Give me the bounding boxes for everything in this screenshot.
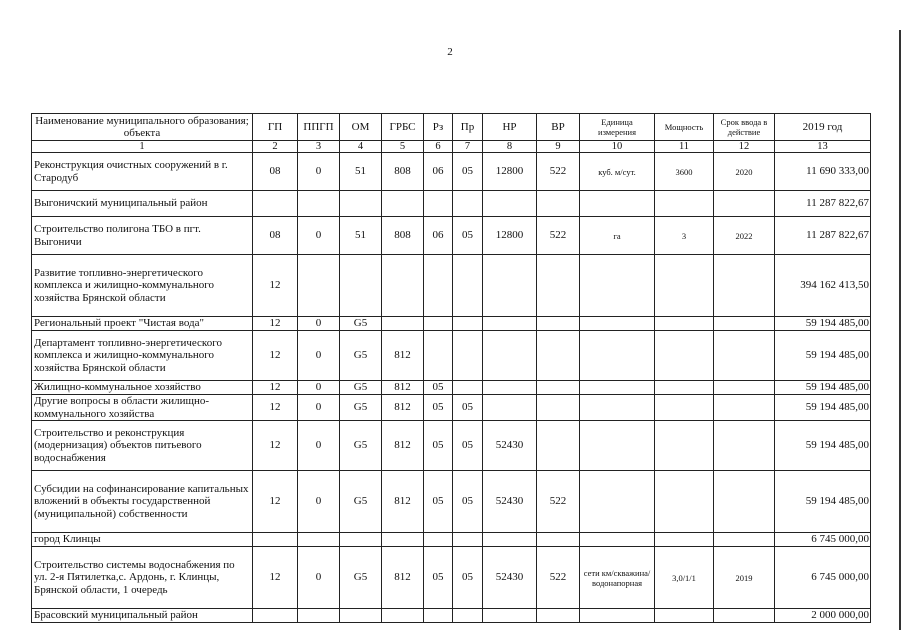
ppgp-cell: 0 bbox=[298, 153, 340, 191]
nr-cell bbox=[483, 317, 537, 331]
vr-cell bbox=[537, 533, 580, 547]
ppgp-cell: 0 bbox=[298, 547, 340, 609]
pr-cell bbox=[453, 381, 483, 395]
unit-cell bbox=[580, 533, 655, 547]
term-cell bbox=[714, 533, 775, 547]
gp-cell: 12 bbox=[253, 395, 298, 421]
pr-cell: 05 bbox=[453, 153, 483, 191]
table-row bbox=[32, 533, 871, 547]
table-row bbox=[32, 381, 871, 395]
rz-cell bbox=[424, 255, 453, 317]
amount-cell: 59 194 485,00 bbox=[775, 381, 871, 395]
pr-cell bbox=[453, 609, 483, 623]
nr-cell bbox=[483, 255, 537, 317]
grbs-cell: 812 bbox=[382, 395, 424, 421]
grbs-cell bbox=[382, 317, 424, 331]
vr-cell bbox=[537, 395, 580, 421]
unit-cell bbox=[580, 381, 655, 395]
grbs-cell: 812 bbox=[382, 547, 424, 609]
amount-cell: 394 162 413,50 bbox=[775, 255, 871, 317]
nr-cell: 12800 bbox=[483, 217, 537, 255]
pr-cell: 05 bbox=[453, 547, 483, 609]
gp-cell bbox=[253, 191, 298, 217]
amount-cell: 59 194 485,00 bbox=[775, 471, 871, 533]
ppgp-cell: 0 bbox=[298, 471, 340, 533]
header-row bbox=[32, 114, 871, 141]
column-number: 8 bbox=[483, 141, 537, 153]
object-name-cell: город Клинцы bbox=[32, 533, 253, 547]
grbs-cell: 812 bbox=[382, 381, 424, 395]
power-cell bbox=[655, 331, 714, 381]
gp-cell: 12 bbox=[253, 331, 298, 381]
nr-cell: 52430 bbox=[483, 421, 537, 471]
object-name-cell: Реконструкция очистных сооружений в г. Стародуб bbox=[32, 153, 253, 191]
vr-cell bbox=[537, 331, 580, 381]
grbs-cell bbox=[382, 255, 424, 317]
page-edge-line bbox=[899, 30, 901, 630]
grbs-cell bbox=[382, 609, 424, 623]
rz-cell bbox=[424, 609, 453, 623]
rz-cell bbox=[424, 331, 453, 381]
vr-cell bbox=[537, 609, 580, 623]
object-name-cell: Брасовский муниципальный район bbox=[32, 609, 253, 623]
pr-cell: 05 bbox=[453, 217, 483, 255]
term-cell bbox=[714, 395, 775, 421]
rz-cell: 05 bbox=[424, 381, 453, 395]
nr-cell: 52430 bbox=[483, 471, 537, 533]
object-name-cell: Субсидии на софинансирование капитальных вложений в объекты государственной (муниципальной) собственности bbox=[32, 471, 253, 533]
amount-cell: 2 000 000,00 bbox=[775, 609, 871, 623]
rz-cell: 06 bbox=[424, 217, 453, 255]
column-header: Пр bbox=[453, 114, 483, 141]
nr-cell: 12800 bbox=[483, 153, 537, 191]
ppgp-cell bbox=[298, 255, 340, 317]
term-cell bbox=[714, 255, 775, 317]
nr-cell bbox=[483, 381, 537, 395]
column-number: 1 bbox=[32, 141, 253, 153]
unit-cell bbox=[580, 317, 655, 331]
om-cell: G5 bbox=[340, 547, 382, 609]
vr-cell bbox=[537, 191, 580, 217]
power-cell: 3600 bbox=[655, 153, 714, 191]
power-cell bbox=[655, 421, 714, 471]
unit-cell bbox=[580, 331, 655, 381]
ppgp-cell: 0 bbox=[298, 331, 340, 381]
ppgp-cell bbox=[298, 609, 340, 623]
object-name-cell: Строительство системы водоснабжения по ул. 2-я Пятилетка,с. Ардонь, г. Клинцы, Брянской области, 1 очередь bbox=[32, 547, 253, 609]
column-number: 2 bbox=[253, 141, 298, 153]
power-cell bbox=[655, 255, 714, 317]
unit-cell: сети км/скважина/ водонапорная bbox=[580, 547, 655, 609]
power-cell bbox=[655, 395, 714, 421]
gp-cell: 12 bbox=[253, 471, 298, 533]
ppgp-cell: 0 bbox=[298, 317, 340, 331]
table-row bbox=[32, 191, 871, 217]
pr-cell: 05 bbox=[453, 395, 483, 421]
column-number: 13 bbox=[775, 141, 871, 153]
grbs-cell bbox=[382, 191, 424, 217]
amount-cell: 59 194 485,00 bbox=[775, 317, 871, 331]
term-cell bbox=[714, 317, 775, 331]
table-row bbox=[32, 609, 871, 623]
table-row bbox=[32, 317, 871, 331]
column-number: 12 bbox=[714, 141, 775, 153]
object-name-cell: Жилищно-коммунальное хозяйство bbox=[32, 381, 253, 395]
grbs-cell: 808 bbox=[382, 217, 424, 255]
om-cell: G5 bbox=[340, 381, 382, 395]
object-name-cell: Региональный проект "Чистая вода" bbox=[32, 317, 253, 331]
amount-cell: 6 745 000,00 bbox=[775, 533, 871, 547]
table-row bbox=[32, 255, 871, 317]
gp-cell: 12 bbox=[253, 381, 298, 395]
table-row bbox=[32, 395, 871, 421]
unit-cell bbox=[580, 255, 655, 317]
gp-cell bbox=[253, 533, 298, 547]
om-cell bbox=[340, 533, 382, 547]
table-row bbox=[32, 217, 871, 255]
vr-cell: 522 bbox=[537, 153, 580, 191]
budget-table bbox=[31, 113, 871, 623]
term-cell: 2022 bbox=[714, 217, 775, 255]
vr-cell bbox=[537, 317, 580, 331]
power-cell bbox=[655, 533, 714, 547]
om-cell: 51 bbox=[340, 217, 382, 255]
om-cell: G5 bbox=[340, 395, 382, 421]
term-cell: 2019 bbox=[714, 547, 775, 609]
gp-cell: 12 bbox=[253, 547, 298, 609]
grbs-cell: 812 bbox=[382, 331, 424, 381]
power-cell bbox=[655, 191, 714, 217]
column-number: 10 bbox=[580, 141, 655, 153]
term-cell bbox=[714, 421, 775, 471]
om-cell bbox=[340, 191, 382, 217]
pr-cell: 05 bbox=[453, 471, 483, 533]
column-header: ОМ bbox=[340, 114, 382, 141]
unit-cell: га bbox=[580, 217, 655, 255]
ppgp-cell bbox=[298, 191, 340, 217]
om-cell: G5 bbox=[340, 471, 382, 533]
table-row bbox=[32, 471, 871, 533]
unit-cell bbox=[580, 191, 655, 217]
column-header: ГРБС bbox=[382, 114, 424, 141]
column-number: 3 bbox=[298, 141, 340, 153]
rz-cell: 05 bbox=[424, 421, 453, 471]
nr-cell bbox=[483, 609, 537, 623]
amount-cell: 59 194 485,00 bbox=[775, 395, 871, 421]
gp-cell: 08 bbox=[253, 217, 298, 255]
column-number: 6 bbox=[424, 141, 453, 153]
power-cell bbox=[655, 317, 714, 331]
table-row bbox=[32, 331, 871, 381]
unit-cell bbox=[580, 421, 655, 471]
power-cell: 3,0/1/1 bbox=[655, 547, 714, 609]
object-name-cell: Другие вопросы в области жилищно-коммунального хозяйства bbox=[32, 395, 253, 421]
nr-cell bbox=[483, 395, 537, 421]
nr-cell bbox=[483, 331, 537, 381]
om-cell bbox=[340, 609, 382, 623]
om-cell: G5 bbox=[340, 317, 382, 331]
vr-cell bbox=[537, 381, 580, 395]
ppgp-cell: 0 bbox=[298, 421, 340, 471]
om-cell bbox=[340, 255, 382, 317]
column-header: Срок ввода в действие bbox=[714, 114, 775, 141]
column-header: Наименование муниципального образования; объекта bbox=[32, 114, 253, 141]
om-cell: G5 bbox=[340, 421, 382, 471]
power-cell bbox=[655, 609, 714, 623]
term-cell bbox=[714, 381, 775, 395]
grbs-cell: 812 bbox=[382, 471, 424, 533]
pr-cell bbox=[453, 317, 483, 331]
object-name-cell: Выгоничский муниципальный район bbox=[32, 191, 253, 217]
gp-cell: 12 bbox=[253, 317, 298, 331]
term-cell bbox=[714, 191, 775, 217]
amount-cell: 59 194 485,00 bbox=[775, 331, 871, 381]
gp-cell: 08 bbox=[253, 153, 298, 191]
ppgp-cell: 0 bbox=[298, 395, 340, 421]
object-name-cell: Развитие топливно-энергетического комплекса и жилищно-коммунального хозяйства Брянской области bbox=[32, 255, 253, 317]
grbs-cell bbox=[382, 533, 424, 547]
column-header: НР bbox=[483, 114, 537, 141]
table-row bbox=[32, 153, 871, 191]
page-number: 2 bbox=[447, 46, 453, 58]
unit-cell bbox=[580, 609, 655, 623]
grbs-cell: 812 bbox=[382, 421, 424, 471]
om-cell: G5 bbox=[340, 331, 382, 381]
vr-cell: 522 bbox=[537, 547, 580, 609]
unit-cell bbox=[580, 395, 655, 421]
vr-cell: 522 bbox=[537, 217, 580, 255]
object-name-cell: Департамент топливно-энергетического комплекса и жилищно-коммунального хозяйства Брянской области bbox=[32, 331, 253, 381]
power-cell bbox=[655, 471, 714, 533]
nr-cell bbox=[483, 191, 537, 217]
term-cell bbox=[714, 609, 775, 623]
pr-cell: 05 bbox=[453, 421, 483, 471]
ppgp-cell bbox=[298, 533, 340, 547]
column-number: 5 bbox=[382, 141, 424, 153]
unit-cell: куб. м/сут. bbox=[580, 153, 655, 191]
unit-cell bbox=[580, 471, 655, 533]
table-row bbox=[32, 421, 871, 471]
amount-cell: 11 287 822,67 bbox=[775, 217, 871, 255]
table-row bbox=[32, 547, 871, 609]
object-name-cell: Строительство полигона ТБО в пгт. Выгоничи bbox=[32, 217, 253, 255]
ppgp-cell: 0 bbox=[298, 381, 340, 395]
pr-cell bbox=[453, 533, 483, 547]
amount-cell: 11 690 333,00 bbox=[775, 153, 871, 191]
pr-cell bbox=[453, 255, 483, 317]
rz-cell: 05 bbox=[424, 395, 453, 421]
rz-cell: 06 bbox=[424, 153, 453, 191]
rz-cell bbox=[424, 317, 453, 331]
gp-cell: 12 bbox=[253, 421, 298, 471]
column-header: ВР bbox=[537, 114, 580, 141]
column-number: 7 bbox=[453, 141, 483, 153]
power-cell bbox=[655, 381, 714, 395]
column-header: Мощность bbox=[655, 114, 714, 141]
grbs-cell: 808 bbox=[382, 153, 424, 191]
column-number: 9 bbox=[537, 141, 580, 153]
rz-cell bbox=[424, 533, 453, 547]
amount-cell: 6 745 000,00 bbox=[775, 547, 871, 609]
pr-cell bbox=[453, 191, 483, 217]
column-header: ППГП bbox=[298, 114, 340, 141]
rz-cell: 05 bbox=[424, 471, 453, 533]
column-number-row bbox=[32, 141, 871, 153]
rz-cell: 05 bbox=[424, 547, 453, 609]
amount-cell: 11 287 822,67 bbox=[775, 191, 871, 217]
gp-cell bbox=[253, 609, 298, 623]
column-header: Единица измерения bbox=[580, 114, 655, 141]
om-cell: 51 bbox=[340, 153, 382, 191]
term-cell bbox=[714, 331, 775, 381]
nr-cell: 52430 bbox=[483, 547, 537, 609]
term-cell bbox=[714, 471, 775, 533]
vr-cell bbox=[537, 255, 580, 317]
object-name-cell: Строительство и реконструкция (модернизация) объектов питьевого водоснабжения bbox=[32, 421, 253, 471]
column-number: 11 bbox=[655, 141, 714, 153]
pr-cell bbox=[453, 331, 483, 381]
nr-cell bbox=[483, 533, 537, 547]
vr-cell bbox=[537, 421, 580, 471]
column-header: ГП bbox=[253, 114, 298, 141]
column-header: Рз bbox=[424, 114, 453, 141]
power-cell: 3 bbox=[655, 217, 714, 255]
gp-cell: 12 bbox=[253, 255, 298, 317]
vr-cell: 522 bbox=[537, 471, 580, 533]
rz-cell bbox=[424, 191, 453, 217]
ppgp-cell: 0 bbox=[298, 217, 340, 255]
amount-cell: 59 194 485,00 bbox=[775, 421, 871, 471]
term-cell: 2020 bbox=[714, 153, 775, 191]
column-header: 2019 год bbox=[775, 114, 871, 141]
column-number: 4 bbox=[340, 141, 382, 153]
